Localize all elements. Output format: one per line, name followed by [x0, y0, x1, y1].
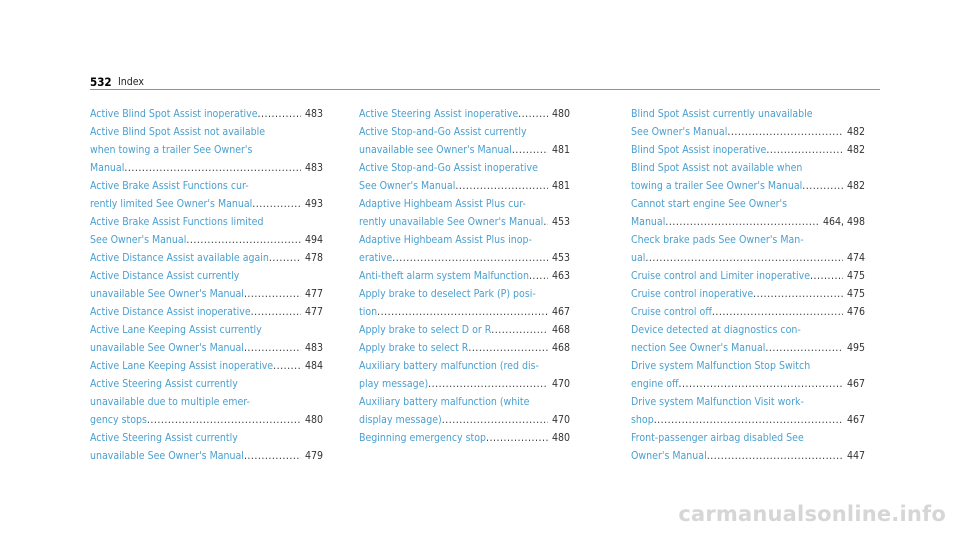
dot-leader: [124, 159, 301, 177]
index-entry-text[interactable]: rently unavailable See Owner's Manual: [359, 216, 544, 228]
index-entry-text[interactable]: unavailable due to multiple emer-: [90, 396, 250, 408]
index-entry-text[interactable]: Active Lane Keeping Assist inoperative: [90, 360, 274, 372]
dot-leader: [645, 249, 843, 267]
index-entry[interactable]: [631, 231, 865, 267]
index-entry-text[interactable]: shop: [631, 414, 654, 426]
index-entry-page: 468: [551, 324, 570, 336]
index-entry-line: [359, 429, 570, 447]
index-entry[interactable]: [359, 393, 570, 429]
index-entry[interactable]: [90, 357, 323, 375]
index-entry-page: 467: [551, 306, 570, 318]
dot-leader: [392, 249, 548, 267]
index-entry-text[interactable]: towing a trailer See Owner's Manual: [631, 180, 803, 192]
index-entry-line: [631, 285, 865, 303]
index-entry-text[interactable]: Active Brake Assist Functions cur-: [90, 180, 249, 192]
index-entry-text[interactable]: Adaptive Highbeam Assist Plus inop-: [359, 234, 532, 246]
index-entry-line: [359, 195, 570, 213]
index-entry-text[interactable]: tion: [359, 306, 378, 318]
index-entry[interactable]: [631, 159, 865, 195]
index-entry[interactable]: [359, 429, 570, 447]
index-entry-line: [90, 213, 323, 231]
index-entry-page: 474: [846, 252, 865, 264]
index-entry[interactable]: [90, 321, 323, 357]
index-entry-line: [359, 213, 570, 231]
dot-leader: [765, 339, 843, 357]
index-entry-text[interactable]: Adaptive Highbeam Assist Plus cur-: [359, 198, 526, 210]
index-entry-page: 470: [551, 378, 570, 390]
index-entry-text[interactable]: Active Lane Keeping Assist currently: [90, 324, 262, 336]
dot-leader: [147, 411, 301, 429]
dot-leader: [186, 231, 301, 249]
dot-leader: [512, 141, 548, 159]
dot-leader: [727, 123, 843, 141]
dot-leader: [665, 213, 819, 231]
index-entry-text[interactable]: gency stops: [90, 414, 147, 426]
index-entry[interactable]: [359, 231, 570, 267]
index-entry-page: 483: [304, 108, 323, 120]
index-entry-line: [359, 285, 570, 303]
index-entry-text[interactable]: Active Steering Assist currently: [90, 378, 238, 390]
index-entry-text[interactable]: Active Steering Assist currently: [90, 432, 238, 444]
index-entry-text[interactable]: See Owner's Manual: [90, 234, 187, 246]
index-entry-text[interactable]: engine off: [631, 378, 679, 390]
index-entry-line: [359, 267, 570, 285]
index-entry[interactable]: [359, 105, 570, 123]
index-entry-text[interactable]: unavailable See Owner's Manual: [90, 450, 244, 462]
index-entry-line: [90, 267, 323, 285]
page-header: [90, 75, 880, 90]
dot-leader: [428, 375, 548, 393]
index-entry-page: 479: [304, 450, 323, 462]
index-entry-line: [631, 447, 865, 465]
index-entry-line: [631, 303, 865, 321]
index-entry-line: [90, 249, 323, 267]
index-entry-line: [359, 249, 570, 267]
index-entry-text[interactable]: Active Brake Assist Functions limited: [90, 216, 264, 228]
index-entry-text[interactable]: Cannot start engine See Owner's: [631, 198, 788, 210]
index-entry-page: 483: [304, 342, 323, 354]
index-entry-line: [359, 339, 570, 357]
index-entry-text[interactable]: Device detected at diagnostics con-: [631, 324, 801, 336]
index-entry-text[interactable]: Manual: [631, 216, 666, 228]
index-entry-text[interactable]: nection See Owner's Manual: [631, 342, 766, 354]
index-entry-page: 483: [304, 162, 323, 174]
index-entry-text[interactable]: unavailable See Owner's Manual: [90, 342, 244, 354]
index-entry-line: [631, 357, 865, 375]
dot-leader: [377, 303, 548, 321]
index-entry[interactable]: [631, 429, 865, 465]
dot-leader: [802, 177, 843, 195]
index-entry-text[interactable]: Cruise control inoperative: [631, 288, 754, 300]
index-entry-line: [631, 249, 865, 267]
index-entry-line: [359, 375, 570, 393]
index-entry[interactable]: [359, 195, 570, 231]
index-entry-text[interactable]: Anti-theft alarm system Malfunction: [359, 270, 529, 282]
index-entry-line: [359, 123, 570, 141]
index-entry-page: 477: [304, 306, 323, 318]
index-entry-text[interactable]: Auxiliary battery malfunction (red dis-: [359, 360, 539, 372]
index-entry[interactable]: [359, 357, 570, 393]
index-entry-text[interactable]: display message): [359, 414, 442, 426]
index-entry-text[interactable]: erative: [359, 252, 393, 264]
index-entry-line: [90, 141, 323, 159]
watermark: carmanualsonline.info: [678, 502, 946, 526]
index-entry-line: [631, 267, 865, 285]
dot-leader: [810, 267, 843, 285]
index-entry-page: 482: [846, 144, 865, 156]
index-entry-page: 476: [846, 306, 865, 318]
dot-leader: [518, 105, 548, 123]
dot-leader: [766, 141, 843, 159]
index-entry-text[interactable]: Active Distance Assist currently: [90, 270, 240, 282]
index-entry-page: 470: [551, 414, 570, 426]
index-entry[interactable]: [90, 375, 323, 429]
index-entry-line: [90, 123, 323, 141]
index-entry-page: 495: [846, 342, 865, 354]
index-entry[interactable]: [90, 249, 323, 267]
index-entry-line: [90, 303, 323, 321]
index-entry-line: [631, 339, 865, 357]
index-entry-text[interactable]: Drive system Malfunction Stop Switch: [631, 360, 811, 372]
index-entry-text[interactable]: unavailable see Owner's Manual: [359, 144, 512, 156]
index-entry-page: 463: [551, 270, 570, 282]
index-entry[interactable]: [90, 267, 323, 303]
section-title: Index: [118, 76, 144, 88]
index-entry[interactable]: [90, 105, 323, 123]
index-entry[interactable]: [631, 267, 865, 285]
index-column-2: [359, 105, 570, 447]
index-entry-line: [631, 429, 865, 447]
index-entry-page: 453: [551, 216, 570, 228]
index-entry-page: 453: [551, 252, 570, 264]
index-entry-text[interactable]: Owner's Manual: [631, 450, 707, 462]
index-entry[interactable]: [359, 285, 570, 321]
index-entry-text[interactable]: Cruise control and Limiter inoperative: [631, 270, 811, 282]
index-entry-text[interactable]: Active Stop-and-Go Assist inoperative: [359, 162, 538, 174]
index-entry-text[interactable]: play message): [359, 378, 429, 390]
index-entry-text[interactable]: Auxiliary battery malfunction (white: [359, 396, 530, 408]
index-entry[interactable]: [359, 123, 570, 159]
index-entry-text[interactable]: rently limited See Owner's Manual: [90, 198, 253, 210]
index-entry-line: [631, 105, 865, 123]
index-entry-page: 467: [846, 414, 865, 426]
index-entry-line: [359, 411, 570, 429]
index-entry[interactable]: [90, 123, 323, 177]
index-entry[interactable]: [90, 213, 323, 249]
index-entry-text[interactable]: Apply brake to select R: [359, 342, 469, 354]
dot-leader: [244, 285, 301, 303]
index-entry[interactable]: [90, 429, 323, 465]
index-entry-line: [631, 375, 865, 393]
index-entry-text[interactable]: Active Distance Assist available again: [90, 252, 269, 264]
index-entry[interactable]: [359, 339, 570, 357]
index-entry-page: 480: [551, 432, 570, 444]
index-entry-page: 493: [304, 198, 323, 210]
index-entry-text[interactable]: Front-passenger airbag disabled See: [631, 432, 804, 444]
index-entry-line: [90, 357, 323, 375]
index-entry[interactable]: [359, 321, 570, 339]
index-entry-line: [359, 357, 570, 375]
index-entry-line: [631, 393, 865, 411]
dot-leader: [529, 267, 548, 285]
index-entry-line: [631, 195, 865, 213]
index-entry-line: [90, 411, 323, 429]
page-number: 532: [90, 75, 112, 89]
index-entry-text[interactable]: Blind Spot Assist currently unavailable: [631, 108, 813, 120]
index-entry-line: [631, 411, 865, 429]
index-entry-line: [359, 321, 570, 339]
index-entry[interactable]: [90, 303, 323, 321]
dot-leader: [707, 447, 843, 465]
dot-leader: [251, 303, 301, 321]
index-entry-line: [359, 393, 570, 411]
index-entry-page: 464, 498: [822, 216, 865, 228]
index-entry-page: 482: [846, 180, 865, 192]
index-entry-text[interactable]: Active Stop-and-Go Assist currently: [359, 126, 527, 138]
dot-leader: [468, 339, 548, 357]
index-entry-line: [631, 231, 865, 249]
index-entry-text[interactable]: Apply brake to deselect Park (P) posi-: [359, 288, 536, 300]
dot-leader: [273, 357, 301, 375]
dot-leader: [258, 105, 301, 123]
index-entry-text[interactable]: Active Blind Spot Assist not available: [90, 126, 266, 138]
index-entry[interactable]: [631, 195, 865, 231]
index-entry-page: 477: [304, 288, 323, 300]
dot-leader: [244, 447, 301, 465]
index-entry-page: 481: [551, 144, 570, 156]
index-entry-text[interactable]: when towing a trailer See Owner's: [90, 144, 253, 156]
index-entry-line: [631, 159, 865, 177]
dot-leader: [252, 195, 301, 213]
index-entry-line: [359, 303, 570, 321]
index-entry-line: [631, 321, 865, 339]
index-entry-line: [90, 429, 323, 447]
index-entry[interactable]: [359, 159, 570, 195]
index-entry-text[interactable]: Blind Spot Assist not available when: [631, 162, 803, 174]
index-column-1: [90, 105, 323, 465]
index-entry-page: 467: [846, 378, 865, 390]
index-entry-line: [90, 195, 323, 213]
index-entry-text[interactable]: See Owner's Manual: [631, 126, 728, 138]
index-entry-line: [90, 393, 323, 411]
index-entry-line: [90, 447, 323, 465]
index-entry-page: 475: [846, 288, 865, 300]
index-entry-line: [359, 105, 570, 123]
index-entry[interactable]: [631, 105, 865, 141]
index-entry-line: [359, 231, 570, 249]
index-entry-text[interactable]: Active Distance Assist inoperative: [90, 306, 251, 318]
index-entry-line: [90, 375, 323, 393]
index-entry[interactable]: [631, 303, 865, 321]
index-entry-page: 468: [551, 342, 570, 354]
index-entry-line: [359, 159, 570, 177]
dot-leader: [455, 177, 548, 195]
index-entry-text[interactable]: Manual: [90, 162, 125, 174]
index-entry-line: [90, 231, 323, 249]
index-entry-line: [631, 177, 865, 195]
index-entry[interactable]: [631, 141, 865, 159]
index-entry-line: [90, 339, 323, 357]
index-entry-page: 482: [846, 126, 865, 138]
index-entry-line: [631, 123, 865, 141]
dot-leader: [244, 339, 301, 357]
index-entry[interactable]: [359, 267, 570, 285]
index-entry-line: [631, 141, 865, 159]
index-entry[interactable]: [631, 285, 865, 303]
index-entry-text[interactable]: unavailable See Owner's Manual: [90, 288, 244, 300]
index-entry-line: [359, 177, 570, 195]
index-entry-text[interactable]: Beginning emergency stop: [359, 432, 487, 444]
index-entry-page: 447: [846, 450, 865, 462]
index-entry-page: 484: [304, 360, 323, 372]
index-entry-page: 475: [846, 270, 865, 282]
index-entry-text[interactable]: Active Blind Spot Assist inoperative: [90, 108, 258, 120]
dot-leader: [753, 285, 843, 303]
index-entry[interactable]: [90, 177, 323, 213]
index-entry-page: 481: [551, 180, 570, 192]
index-entry-line: [90, 105, 323, 123]
index-entry-line: [631, 213, 865, 231]
index-entry-text[interactable]: Check brake pads See Owner's Man-: [631, 234, 804, 246]
dot-leader: [269, 249, 301, 267]
index-entry-page: 494: [304, 234, 323, 246]
index-entry-text[interactable]: See Owner's Manual: [359, 180, 456, 192]
index-entry-line: [90, 285, 323, 303]
index-entry-text[interactable]: Blind Spot Assist inoperative: [631, 144, 767, 156]
index-entry-line: [90, 321, 323, 339]
dot-leader: [679, 375, 843, 393]
index-entry[interactable]: [631, 393, 865, 429]
index-entry-line: [90, 177, 323, 195]
index-entry-line: [359, 141, 570, 159]
dot-leader: [486, 429, 548, 447]
dot-leader: [654, 411, 843, 429]
index-entry-text[interactable]: Cruise control off: [631, 306, 712, 318]
index-entry-page: 478: [304, 252, 323, 264]
index-entry-text[interactable]: Drive system Malfunction Visit work-: [631, 396, 804, 408]
index-entry-text[interactable]: Active Steering Assist inoperative: [359, 108, 519, 120]
index-column-3: [631, 105, 865, 465]
index-entry-page: 480: [304, 414, 323, 426]
index-entry-line: [90, 159, 323, 177]
index-entry-text[interactable]: Apply brake to select D or R: [359, 324, 492, 336]
index-entry[interactable]: [631, 321, 865, 357]
dot-leader: [712, 303, 843, 321]
index-entry[interactable]: [631, 357, 865, 393]
dot-leader: [442, 411, 548, 429]
index-entry-page: 480: [551, 108, 570, 120]
dot-leader: [491, 321, 548, 339]
index-entry-text[interactable]: ual: [631, 252, 646, 264]
